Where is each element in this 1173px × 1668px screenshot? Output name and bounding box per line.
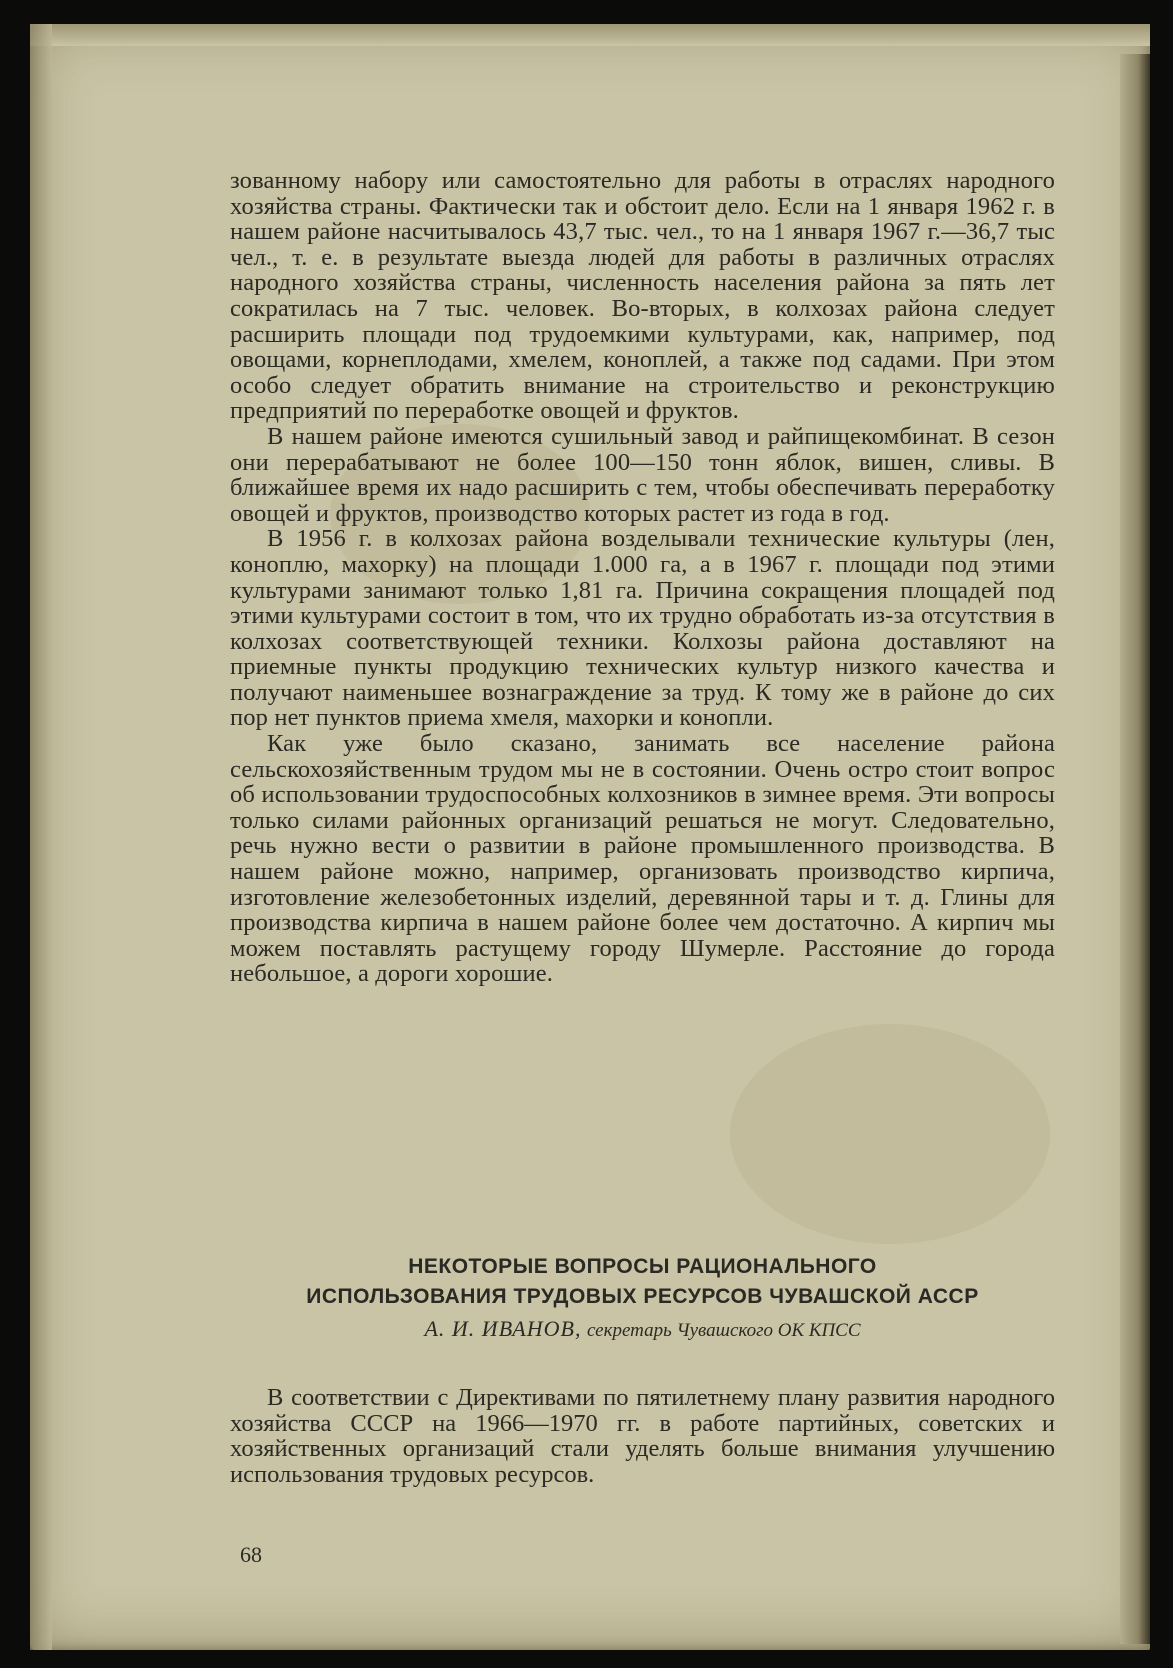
section-heading-line-1: НЕКОТОРЫЕ ВОПРОСЫ РАЦИОНАЛЬНОГО [408,1255,877,1278]
author-name: А. И. ИВАНОВ, [424,1316,582,1341]
paragraph: В 1956 г. в колхозах района возделывали технические культуры (лен, коноплю, махорку) на площади 1.000 га, а в 1967 г. площади под этими культурами занимают только 1,81 га. Причина сокращения площадей под этими культурами состоит в том, что их трудно обработать из-за отсутствия в колхозах соответствующей техники. Колхозы района доставляют на приемные пункты продукцию технических культур низкого качества и получают наименьшее вознаграждение за труд. К тому же в районе до сих пор нет пунктов приема хмеля, махорки и конопли. [230,525,1055,732]
page-right-edge [1120,54,1150,1644]
paragraph: В нашем районе имеются сушильный завод и райпищекомбинат. В сезон они перерабатывают не более 100—150 тонн яблок, вишен, сливы. В ближайшее время их надо расширить с тем, чтобы обеспечивать переработку овощей и фруктов, производство которых растет из года в год. [230,422,1055,527]
paragraph-continued: зованному набору или самостоятельно для работы в отраслях народного хозяйства страны. Фактически так и обстоит дело. Если на 1 января 1962 г. в нашем районе насчитывалось 43,7 тыс. чел., то на 1 января 1967 г.—36,7 тыс чел., т. е. в результате выезда людей для работы в различных отраслях народного хозяйства страны, численность населения района за пять лет сократилась на 7 тыс. человек. Во-вторых, в колхозах района следует расширить площади под трудоемкими культурами, как, например, под овощами, корнеплодами, хмелем, коноплей, а также под садами. При этом особо следует обратить внимание на строительство и реконструкцию предприятий по переработке овощей и фруктов. [230,167,1055,425]
section-heading [230,1252,1055,1312]
paper-stain [730,1024,1050,1244]
paragraph: В соответствии с Директивами по пятилетнему плану развития народного хозяйства СССР на 1966—1970 гг. в работе партийных, советских и хозяйственных организаций стали уделять больше внимания улучшению использования трудовых ресурсов. [230,1384,1055,1488]
author-role: секретарь Чувашского ОК КПСС [586,1320,861,1341]
page-top-edge [30,24,1150,46]
section-heading-line-2: ИСПОЛЬЗОВАНИЯ ТРУДОВЫХ РЕСУРСОВ ЧУВАШСКОЙ АССР [306,1285,979,1308]
page-left-edge [30,24,52,1650]
section-body-text [230,1385,1055,1487]
body-text [230,168,1055,987]
author-line [230,1316,1055,1344]
page-number: 68 [240,1542,262,1567]
paragraph: Как уже было сказано, занимать все население района сельскохозяйственным трудом мы не в состоянии. Очень остро стоит вопрос об использовании трудоспособных колхозников в зимнее время. Эти вопросы только силами районных организаций решаться не могут. Следовательно, речь нужно вести о развитии в районе промышленного производства. В нашем районе можно, например, организовать производство кирпича, изготовление железобетонных изделий, деревянной тары и т. д. Глины для производства кирпича в нашем районе более чем достаточно. А кирпич мы можем поставлять растущему городу Шумерле. Расстояние до города небольшое, а дороги хорошие. [230,730,1055,988]
